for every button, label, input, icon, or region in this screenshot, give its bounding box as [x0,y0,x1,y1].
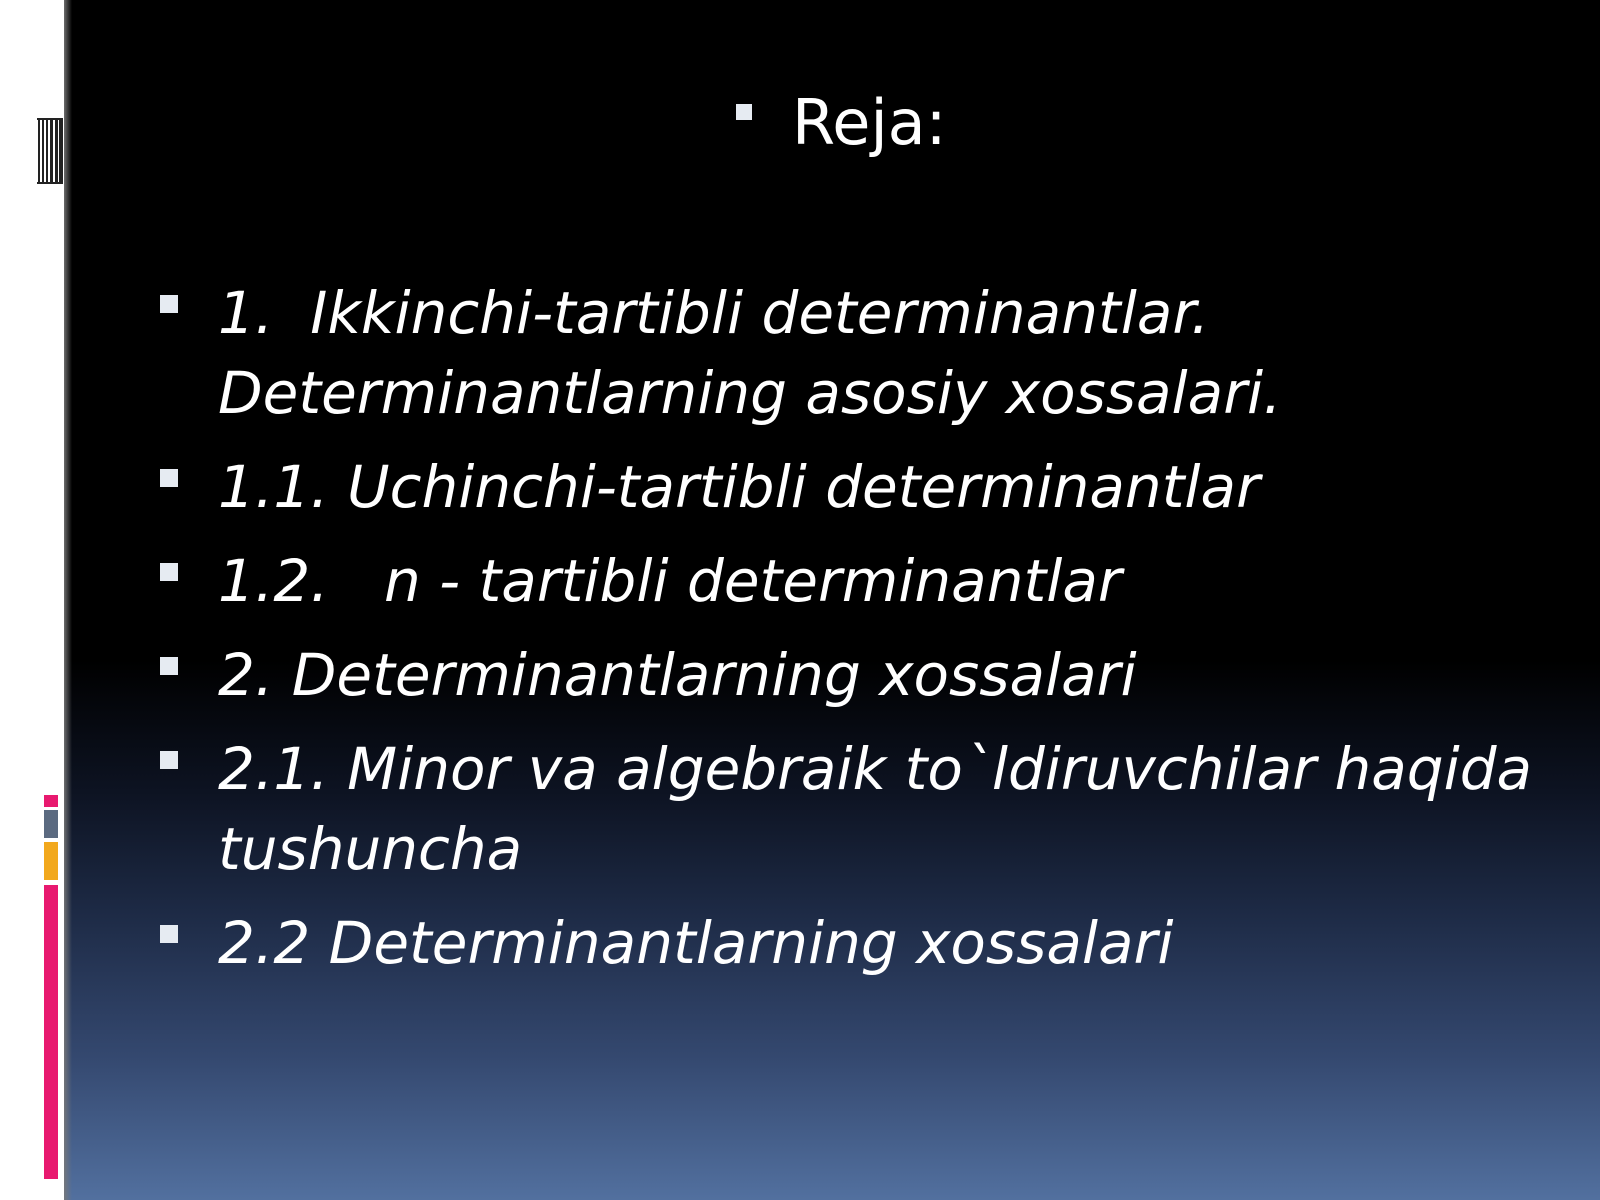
agenda-item [160,635,1570,715]
accent-pink-bar [44,885,58,1179]
agenda-item [160,273,1570,433]
agenda-item-text: 2.1. Minor va algebraik to`ldiruvchilar haqida tushuncha [218,735,1551,883]
bullet-square-icon [160,563,178,581]
bullet-square-icon [160,295,178,313]
agenda-item-text: 1.1. Uchinchi-tartibli determinantlar [218,453,1260,521]
agenda-item-text: 1. Ikkinchi-tartibli determinantlar. Determinantlarning asosiy xossalari. [218,279,1282,427]
stripes-ornament-icon [37,118,63,184]
title-bullet-icon [736,104,752,120]
agenda-item [160,541,1570,621]
slide-title-row [736,80,947,166]
agenda-item-text: 1.2. n - tartibli determinantlar [218,547,1122,615]
agenda-item-text: 2. Determinantlarning xossalari [218,641,1137,709]
agenda-item [160,903,1570,983]
agenda-item-text: 2.2 Determinantlarning xossalari [218,909,1174,977]
bullet-square-icon [160,657,178,675]
slide-title: Reja: [792,86,947,159]
bullet-square-icon [160,925,178,943]
agenda-item [160,729,1570,889]
accent-pink-top-bar [44,795,58,807]
accent-orange-bar [44,842,58,880]
bullet-square-icon [160,469,178,487]
bullet-square-icon [160,751,178,769]
agenda-list [160,273,1570,997]
agenda-item [160,447,1570,527]
panel-edge-shadow [64,0,72,1200]
accent-grey-bar [44,810,58,838]
